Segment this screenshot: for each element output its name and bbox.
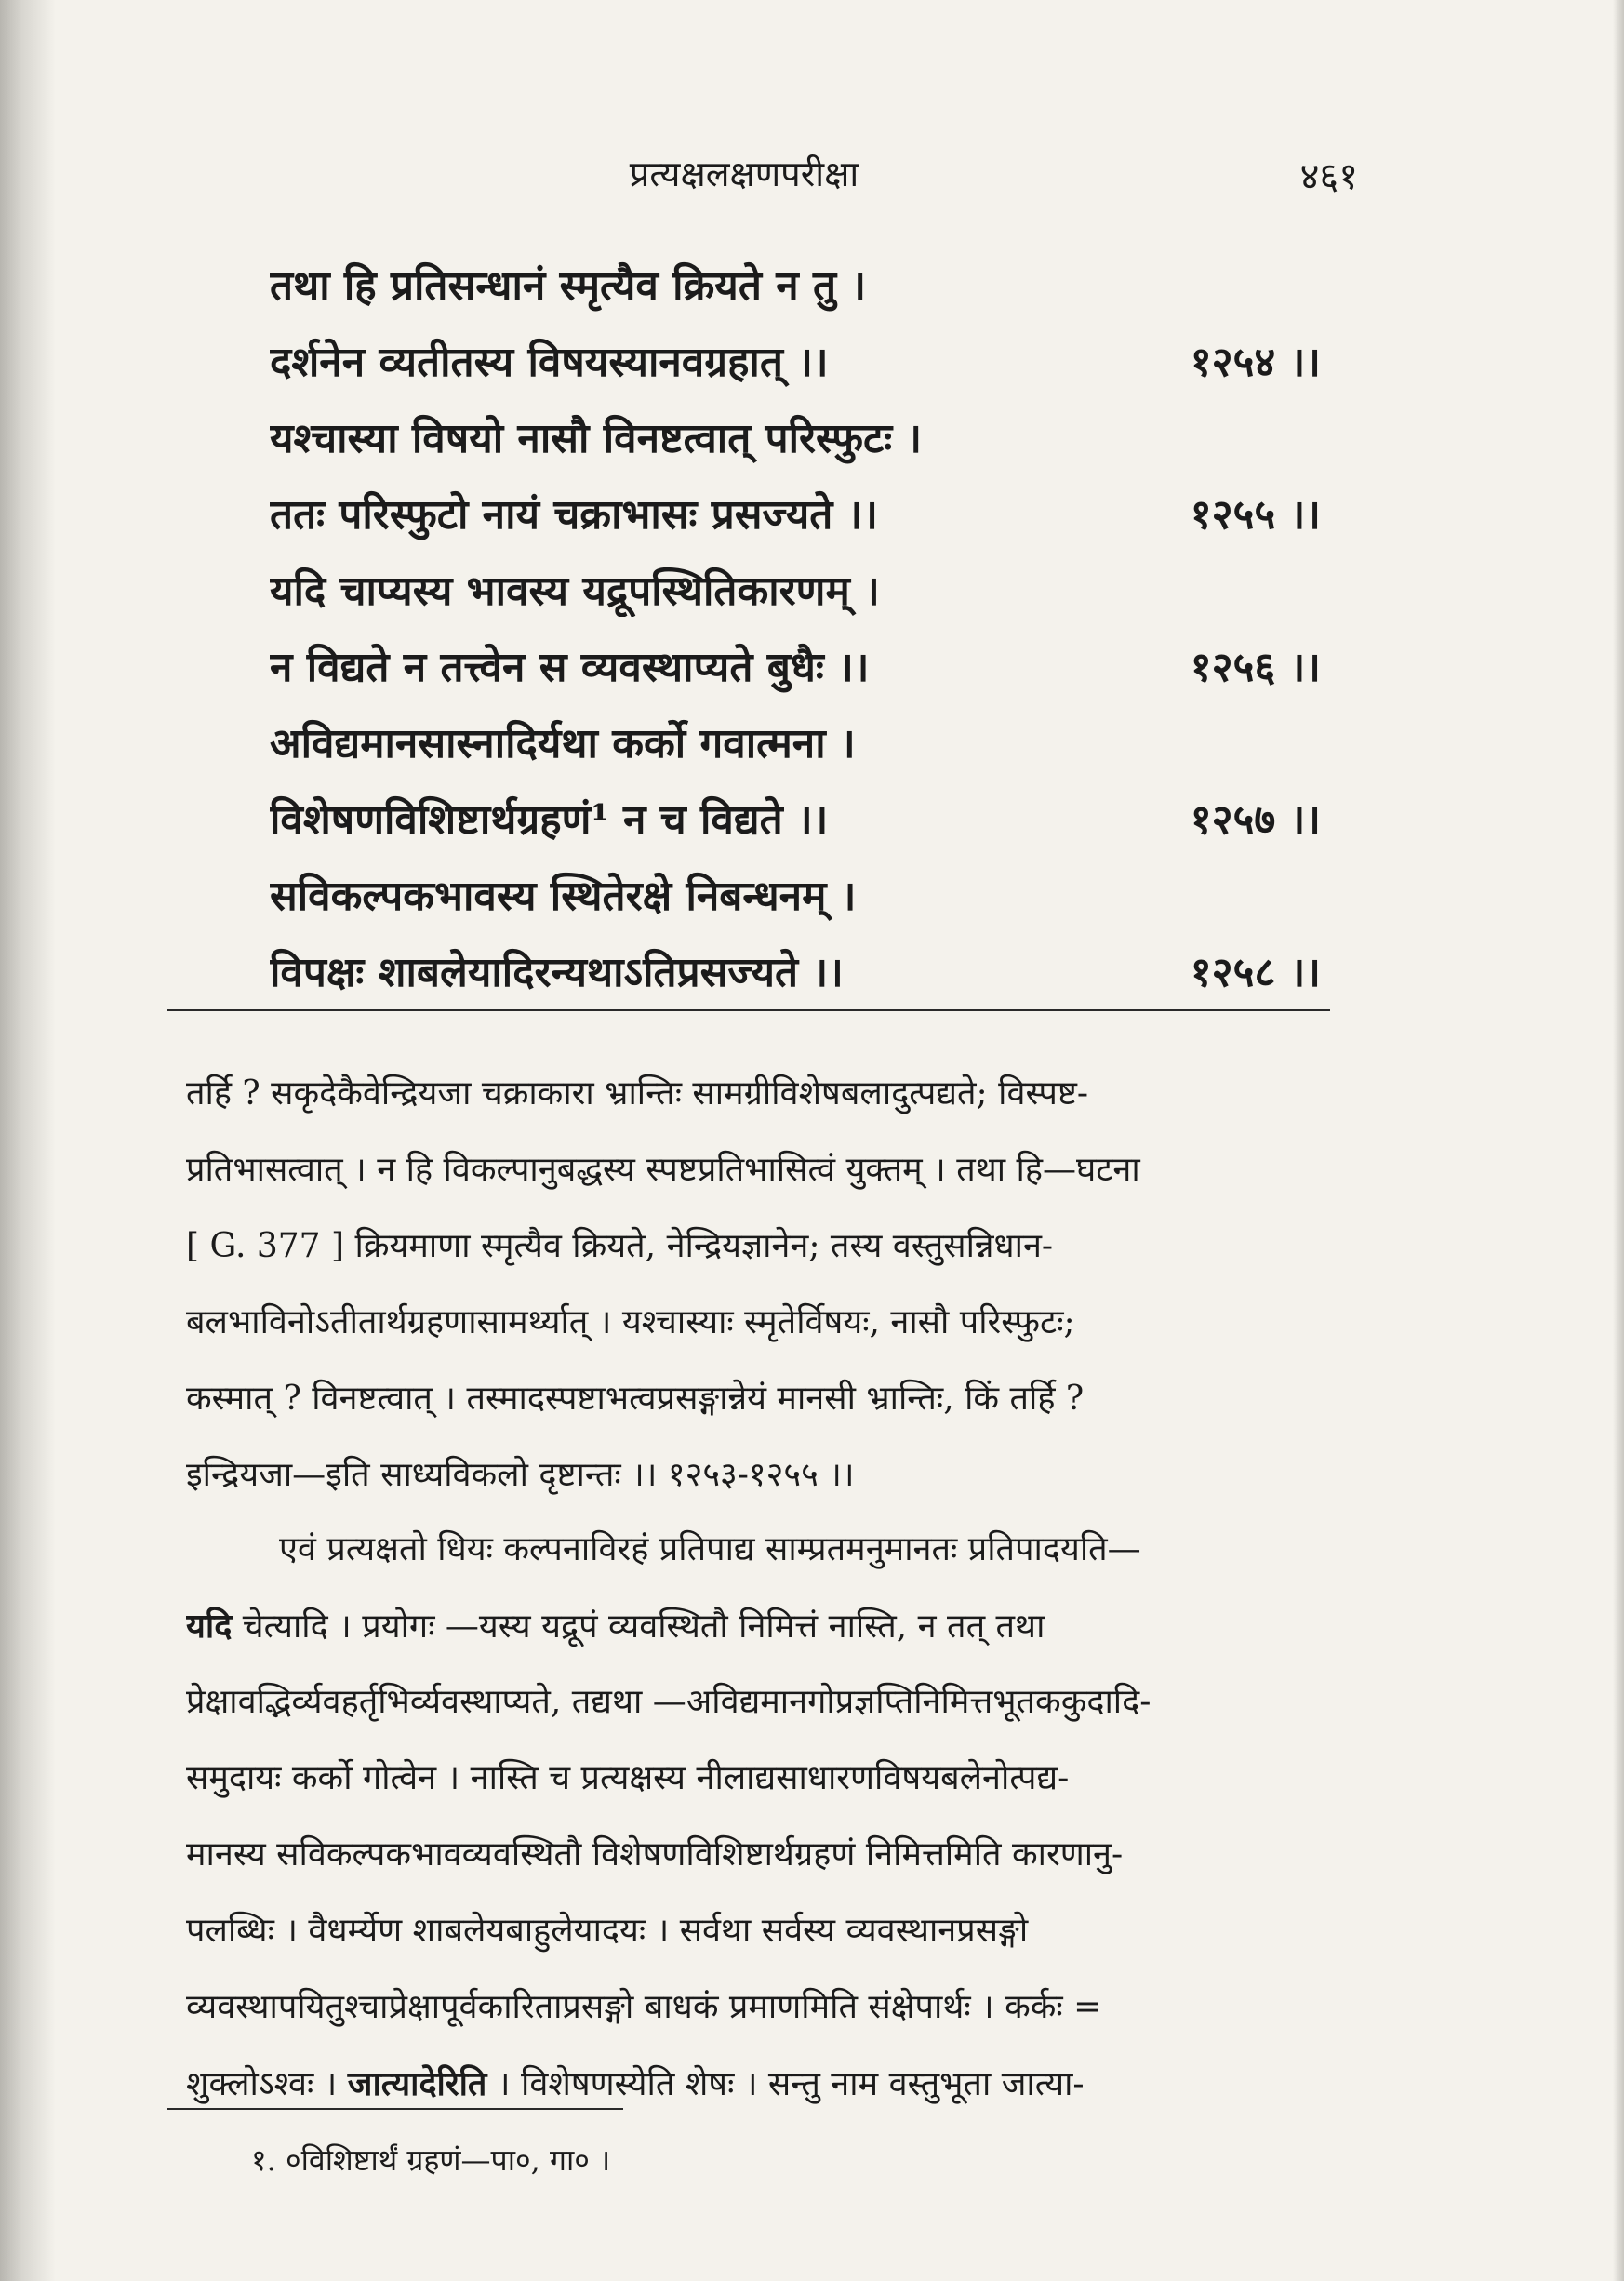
verse-text: न विद्यते न तत्त्वेन स व्यवस्थाप्यते बुधैः ।। — [270, 644, 870, 691]
verse-text: दर्शनेन व्यतीतस्य विषयस्यानवग्रहात् ।। — [270, 339, 829, 386]
verse-line — [270, 790, 1321, 866]
commentary-line: प्रतिभासत्वात् । न हि विकल्पानुबद्धस्य स्पष्टप्रतिभासित्वं युक्तम् । तथा हि—घटना — [186, 1151, 1140, 1189]
verse-line — [270, 485, 1321, 561]
verse-line — [270, 714, 1321, 790]
commentary-line: पलब्धिः । वैधर्म्येण शाबलेयबाहुलेयादयः । सर्वथा सर्वस्य व्यवस्थानप्रसङ्गो — [186, 1912, 1029, 1950]
verse-line — [270, 866, 1321, 942]
verse-commentary-divider — [167, 1009, 1330, 1011]
verse-text: तथा हि प्रतिसन्धानं स्मृत्यैव क्रियते न तु । — [270, 262, 867, 310]
commentary-paragraph-2 — [186, 1512, 1339, 2122]
verse-number: १२५६ ।। — [1190, 644, 1321, 691]
commentary-text: शुक्लोऽश्वः । — [186, 2065, 348, 2103]
commentary-text: । विशेषणस्येति शेषः । सन्तु नाम वस्तुभूता जात्या- — [486, 2065, 1085, 2103]
commentary-line: तर्हि ? सकृदेकैवेन्द्रियजा चक्राकारा भ्रान्तिः सामग्रीविशेषबलादुत्पद्यते; विस्पष्ट- — [186, 1074, 1089, 1113]
verse-text: विशेषणविशिष्टार्थग्रहणं¹ न च विद्यते ।। — [270, 796, 829, 844]
verse-line — [270, 637, 1321, 714]
verse-text: विपक्षः शाबलेयादिरन्यथाऽतिप्रसज्यते ।। — [270, 949, 844, 996]
verse-text: अविद्यमानसास्नादिर्यथा कर्को गवात्मना । — [270, 720, 856, 767]
commentary-line: कस्मात् ? विनष्टत्वात् । तस्मादस्पष्टाभत्वप्रसङ्गान्नेयं मानसी भ्रान्तिः, किं तर्हि ? — [186, 1380, 1085, 1418]
commentary-line: प्रेक्षावद्भिर्व्यवहर्तृभिर्व्यवस्थाप्यते, तद्यथा —अविद्यमानगोप्रज्ञप्तिनिमित्तभूतककुदादि- — [186, 1683, 1151, 1721]
pratika-keyword: यदि — [186, 1607, 233, 1646]
commentary-line — [186, 2046, 1339, 2122]
verse-line — [270, 561, 1321, 637]
verse-text: ततः परिस्फुटो नायं चक्राभासः प्रसज्यते ।। — [270, 491, 878, 539]
verse-number: १२५५ ।। — [1190, 491, 1321, 539]
verse-number: १२५८ ।। — [1190, 949, 1321, 996]
commentary-paragraph-1 — [186, 1056, 1339, 1514]
verse-block — [270, 256, 1321, 1019]
verse-text: सविकल्पकभावस्य स्थितेरक्षे निबन्धनम् । — [270, 873, 857, 920]
commentary-line — [186, 1588, 1339, 1664]
footnote: १. ०विशिष्टार्थं ग्रहणं—पा०, गा० । — [251, 2142, 611, 2178]
commentary-line: व्यवस्थापयितुश्चाप्रेक्षापूर्वकारिताप्रसङ्गो बाधकं प्रमाणमिति संक्षेपार्थः । कर्कः = — [186, 1988, 1102, 2026]
commentary-line: बलभाविनोऽतीतार्थग्रहणासामर्थ्यात् । यश्चास्याः स्मृतेर्विषयः, नासौ परिस्फुटः; — [186, 1303, 1075, 1341]
commentary-text: चेत्यादि । प्रयोगः —यस्य यद्रूपं व्यवस्थितौ निमित्तं नास्ति, न तत् तथा — [232, 1607, 1045, 1646]
commentary-line: एवं प्रत्यक्षतो धियः कल्पनाविरहं प्रतिपाद्य साम्प्रतमनुमानतः प्रतिपादयति— — [279, 1530, 1141, 1568]
commentary-line: समुदायः कर्को गोत्वेन । नास्ति च प्रत्यक्षस्य नीलाद्यसाधारणविषयबलेनोत्पद्य- — [186, 1759, 1070, 1797]
page-number: ४६१ — [1299, 155, 1358, 198]
commentary-line: इन्द्रियजा—इति साध्यविकलो दृष्टान्तः ।। १२५३-१२५५ ।। — [186, 1456, 855, 1494]
verse-line — [270, 256, 1321, 332]
verse-number: १२५७ ।। — [1190, 796, 1321, 844]
commentary-line: [ G. 377 ] क्रियमाणा स्मृत्यैव क्रियते, नेन्द्रियज्ञानेन; तस्य वस्तुसन्निधान- — [186, 1227, 1054, 1265]
verse-text: यदि चाप्यस्य भावस्य यद्रूपस्थितिकारणम् । — [270, 567, 880, 615]
verse-line — [270, 942, 1321, 1019]
verse-line — [270, 408, 1321, 485]
footnote-divider — [167, 2108, 623, 2110]
commentary-line: मानस्य सविकल्पकभावव्यवस्थितौ विशेषणविशिष्टार्थग्रहणं निमित्तमिति कारणानु- — [186, 1835, 1124, 1874]
pratika-keyword: जात्यादेरिति — [347, 2064, 487, 2103]
verse-text: यश्चास्या विषयो नासौ विनष्टत्वात् परिस्फुटः । — [270, 415, 923, 462]
verse-number: १२५४ ।। — [1190, 339, 1321, 386]
running-title: प्रत्यक्षलक्षणपरीक्षा — [629, 153, 859, 194]
verse-line — [270, 332, 1321, 408]
